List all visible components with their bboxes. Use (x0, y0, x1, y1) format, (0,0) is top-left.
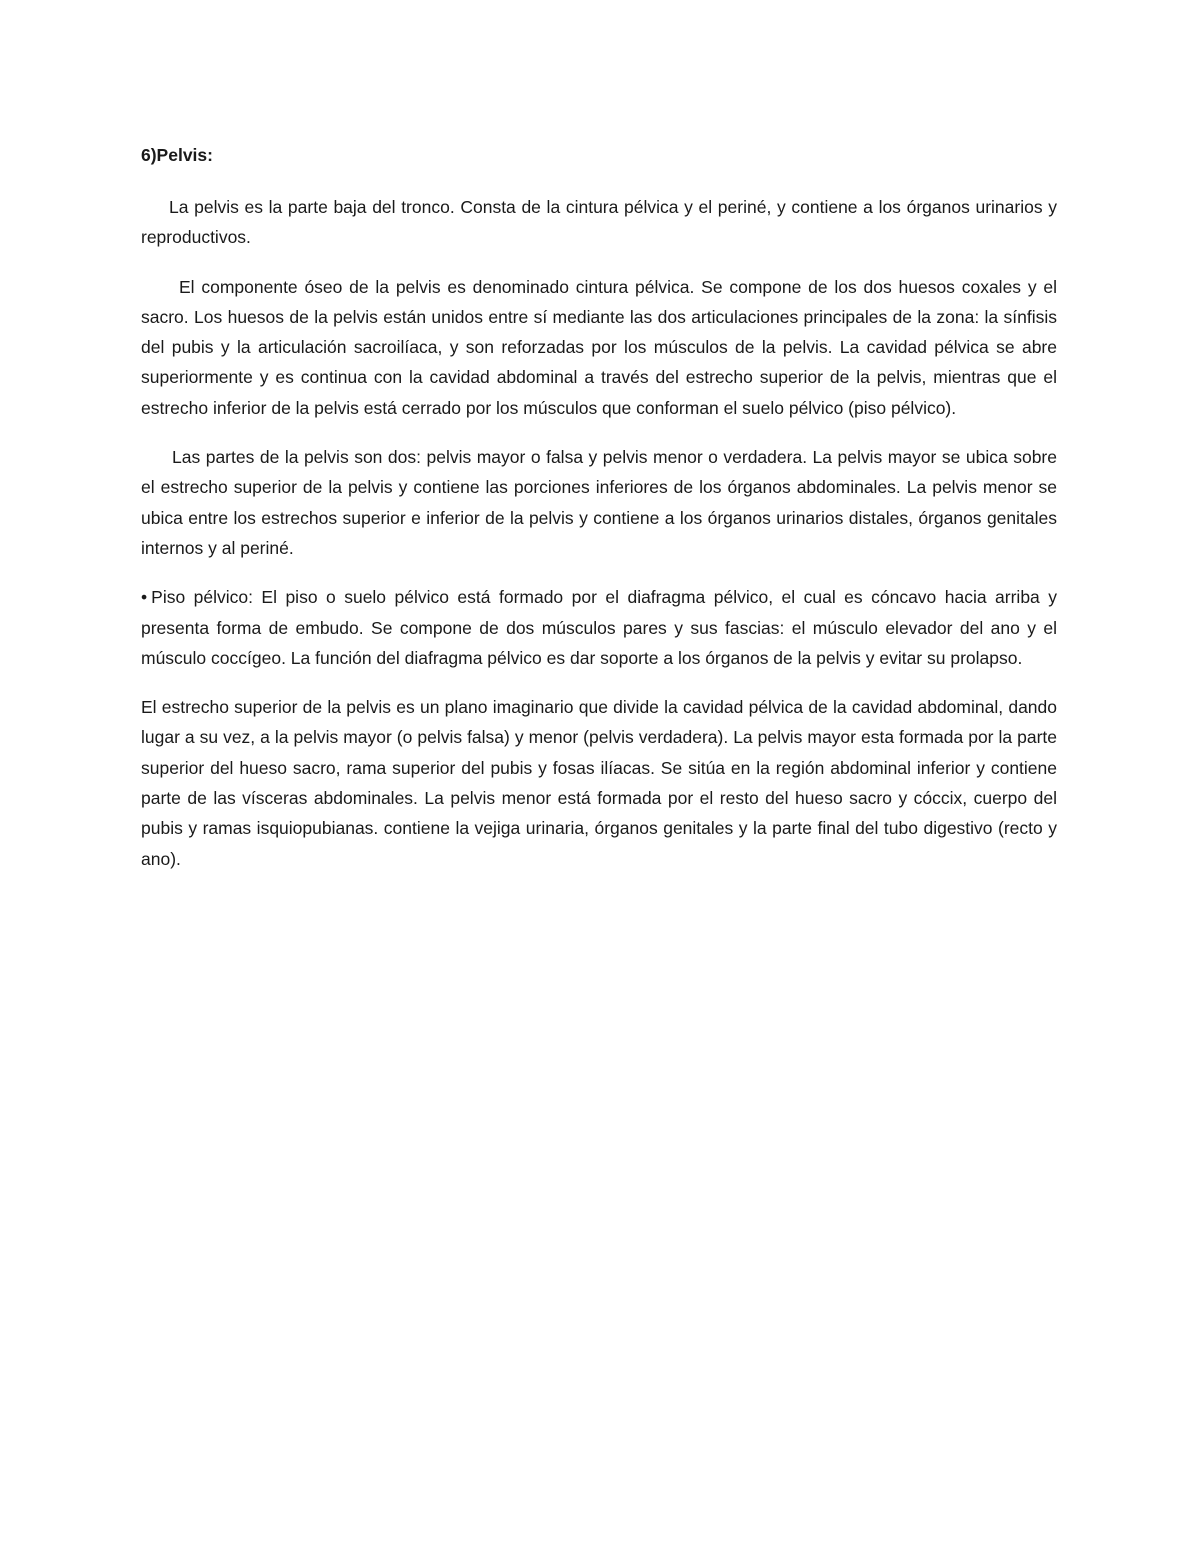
bullet-icon: • (141, 587, 148, 608)
paragraph-pelvic-inlet: El estrecho superior de la pelvis es un plano imaginario que divide la cavidad pélvica de la cavidad abdominal, dando lugar a su vez, a la pelvis mayor (o pelvis falsa) y menor (pelvis verdadera). La pelvis mayor esta formada por la parte superior del hueso sacro, rama superior del pubis y fosas ilíacas. Se sitúa en la región abdominal inferior y contiene parte de las vísceras abdominales. La pelvis menor está formada por el resto del hueso sacro y cóccix, cuerpo del pubis y ramas isquiopubianas. contiene la vejiga urinaria, órganos genitales y la parte final del tubo digestivo (recto y ano). (141, 697, 1057, 869)
bullet-pelvic-floor (141, 582, 1057, 673)
paragraph-bony-component: El componente óseo de la pelvis es denominado cintura pélvica. Se compone de los dos huesos coxales y el sacro. Los huesos de la pelvis están unidos entre sí mediante las dos articulaciones principales de la zona: la sínfisis del pubis y la articulación sacroilíaca, y son reforzadas por los músculos de la pelvis. La cavidad pélvica se abre superiormente y es continua con la cavidad abdominal a través del estrecho superior de la pelvis, mientras que el estrecho inferior de la pelvis está cerrado por los músculos que conforman el suelo pélvico (piso pélvico). (141, 276, 1057, 418)
document-body (141, 140, 1057, 893)
paragraph-intro: La pelvis es la parte baja del tronco. Consta de la cintura pélvica y el periné, y contiene a los órganos urinarios y reproductivos. (141, 197, 1057, 248)
paragraph-pelvis-parts: Las partes de la pelvis son dos: pelvis mayor o falsa y pelvis menor o verdadera. La pelvis mayor se ubica sobre el estrecho superior de la pelvis y contiene las porciones inferiores de los órganos abdominales. La pelvis menor se ubica entre los estrechos superior e inferior de la pelvis y contiene a los órganos urinarios distales, órganos genitales internos y al periné. (141, 447, 1057, 558)
bullet-text: Piso pélvico: El piso o suelo pélvico está formado por el diafragma pélvico, el cual es cóncavo hacia arriba y presenta forma de embudo. Se compone de dos músculos pares y sus fascias: el músculo elevador del ano y el músculo coccígeo. La función del diafragma pélvico es dar soporte a los órganos de la pelvis y evitar su prolapso. (141, 587, 1057, 668)
section-title: 6)Pelvis: (141, 145, 213, 165)
